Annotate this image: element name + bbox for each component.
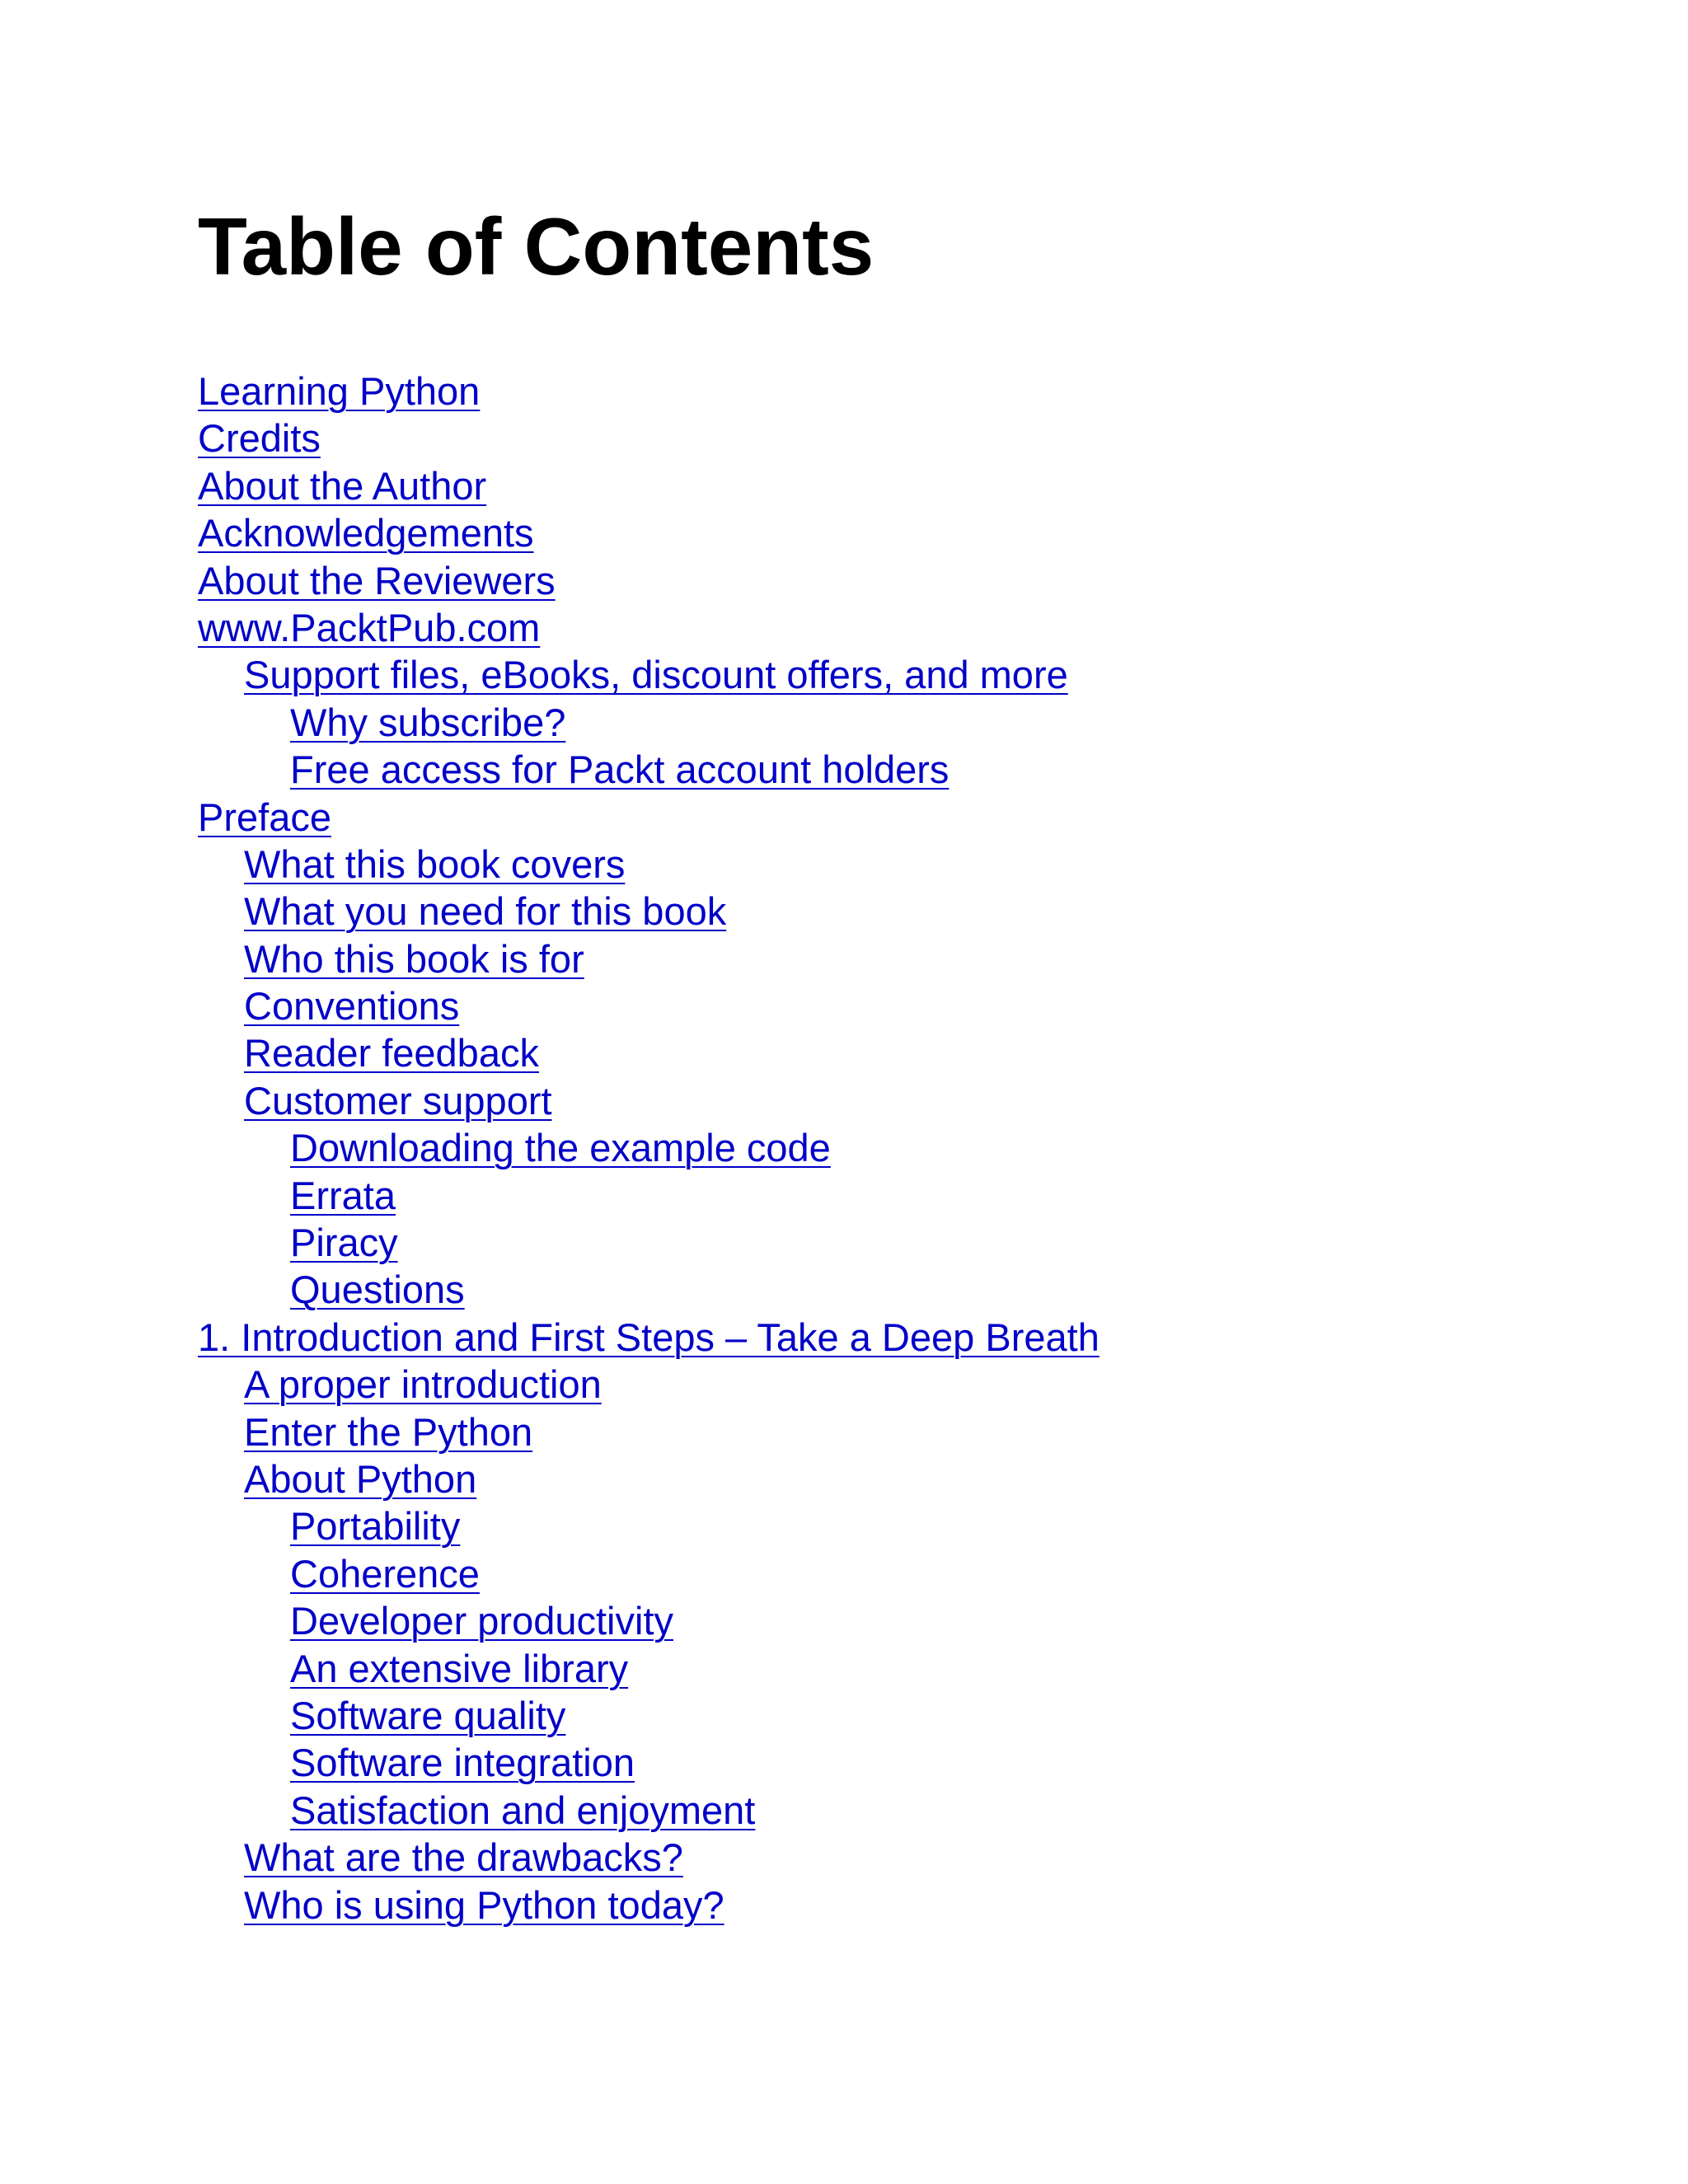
toc-link[interactable]: Developer productivity: [290, 1599, 673, 1643]
toc-link[interactable]: Downloading the example code: [290, 1126, 831, 1170]
toc-link[interactable]: Support files, eBooks, discount offers, and more: [244, 653, 1068, 697]
toc-link[interactable]: Preface: [198, 794, 331, 839]
toc-entry: [198, 1597, 1100, 1644]
toc-link[interactable]: 1. Introduction and First Steps – Take a Deep Breath: [198, 1315, 1100, 1359]
toc-link[interactable]: Satisfaction and enjoyment: [290, 1788, 756, 1832]
toc-list: [198, 368, 1100, 1929]
toc-entry: [198, 509, 1100, 556]
toc-entry: [198, 1361, 1100, 1408]
toc-link[interactable]: What you need for this book: [244, 889, 727, 934]
toc-entry: [198, 604, 1100, 651]
toc-entry: [198, 1219, 1100, 1266]
toc-link[interactable]: Conventions: [244, 984, 460, 1029]
toc-link[interactable]: Why subscribe?: [290, 700, 566, 744]
toc-entry: [198, 557, 1100, 604]
toc-entry: [198, 1077, 1100, 1124]
toc-entry: [198, 794, 1100, 841]
toc-link[interactable]: What are the drawbacks?: [244, 1835, 683, 1880]
toc-entry: [198, 1550, 1100, 1597]
toc-entry: [198, 1502, 1100, 1549]
toc-link[interactable]: An extensive library: [290, 1646, 629, 1690]
toc-link[interactable]: Coherence: [290, 1551, 480, 1596]
toc-link[interactable]: Acknowledgements: [198, 511, 534, 555]
page-title: Table of Contents: [198, 201, 874, 292]
toc-link[interactable]: Free access for Packt account holders: [290, 748, 950, 792]
toc-entry: [198, 982, 1100, 1029]
toc-link[interactable]: Enter the Python: [244, 1409, 533, 1454]
toc-link[interactable]: Piracy: [290, 1221, 398, 1265]
toc-link[interactable]: Questions: [290, 1268, 465, 1312]
toc-link[interactable]: Learning Python: [198, 369, 481, 413]
toc-entry: [198, 1172, 1100, 1219]
toc-entry: [198, 841, 1100, 888]
toc-entry: [198, 1314, 1100, 1361]
toc-link[interactable]: About Python: [244, 1456, 477, 1501]
toc-link[interactable]: About the Author: [198, 463, 487, 508]
toc-link[interactable]: A proper introduction: [244, 1362, 602, 1407]
document-page: [198, 198, 1599, 1927]
toc-entry: [198, 1834, 1100, 1881]
toc-entry: [198, 1266, 1100, 1313]
toc-entry: [198, 1739, 1100, 1786]
toc-entry: [198, 746, 1100, 793]
toc-entry: [198, 1692, 1100, 1739]
toc-link[interactable]: Portability: [290, 1504, 461, 1549]
toc-link[interactable]: About the Reviewers: [198, 558, 556, 602]
toc-entry: [198, 368, 1100, 415]
toc-entry: [198, 935, 1100, 982]
toc-link[interactable]: Errata: [290, 1173, 396, 1217]
toc-entry: [198, 1408, 1100, 1455]
toc-entry: [198, 651, 1100, 698]
toc-link[interactable]: Credits: [198, 416, 321, 461]
toc-entry: [198, 1455, 1100, 1502]
toc-link[interactable]: Who is using Python today?: [244, 1882, 724, 1927]
toc-entry: [198, 1882, 1100, 1929]
toc-entry: [198, 415, 1100, 462]
toc-link[interactable]: Who this book is for: [244, 936, 584, 981]
toc-link[interactable]: What this book covers: [244, 841, 626, 886]
toc-link[interactable]: Reader feedback: [244, 1031, 539, 1076]
toc-link[interactable]: Customer support: [244, 1078, 552, 1122]
toc-entry: [198, 462, 1100, 509]
toc-entry: [198, 1645, 1100, 1692]
toc-link[interactable]: www.PacktPub.com: [198, 605, 541, 649]
toc-entry: [198, 1124, 1100, 1171]
toc-link[interactable]: Software integration: [290, 1741, 635, 1785]
toc-entry: [198, 1787, 1100, 1834]
toc-entry: [198, 888, 1100, 935]
toc-link[interactable]: Software quality: [290, 1693, 566, 1737]
toc-entry: [198, 1029, 1100, 1076]
toc-entry: [198, 699, 1100, 746]
